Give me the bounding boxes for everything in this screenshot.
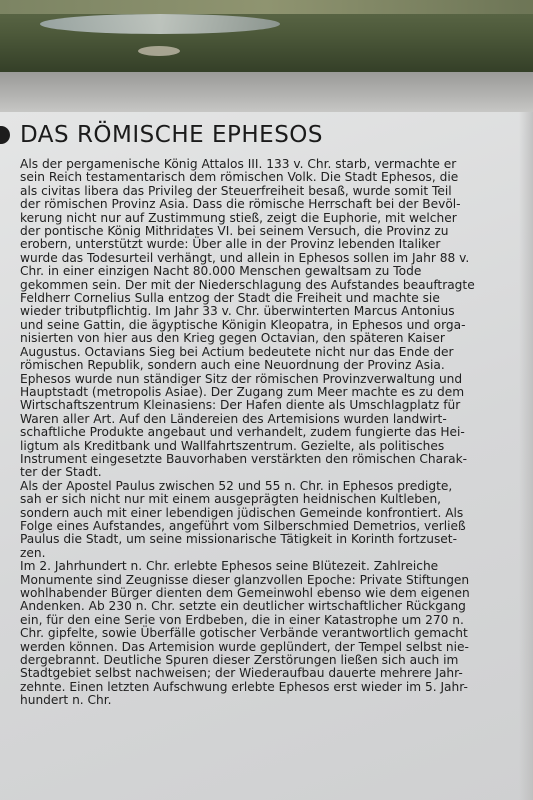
text-line: Im 2. Jahrhundert n. Chr. erlebte Ephesos seine Blütezeit. Zahlreiche: [20, 559, 439, 574]
text-line: Wirtschaftszentrum Kleinasiens: Der Hafen diente als Umschlagplatz für: [20, 398, 461, 413]
text-line: gekommen sein. Der mit der Niederschlagung des Aufstandes beauftragte: [20, 277, 475, 292]
text-line: Augustus. Octavians Sieg bei Actium bedeutete nicht nur das Ende der: [20, 344, 454, 359]
text-line: Ephesos wurde nun ständiger Sitz der römischen Provinzverwaltung und: [20, 371, 463, 386]
text-line: nisierten von hier aus den Krieg gegen Octavian, den späteren Kaiser: [20, 331, 445, 346]
text-line: sah er sich nicht nur mit einem ausgeprägten heidnischen Kultleben,: [20, 492, 442, 507]
text-line: wohlhabender Bürger dienten dem Gemeinwohl ebenso wie dem eigenen: [20, 586, 470, 600]
text-line: werden können. Das Artemision wurde geplündert, der Tempel selbst nie-: [20, 639, 469, 654]
text-line: Feldherr Cornelius Sulla entzog der Stadt die Freiheit und machte sie: [20, 291, 440, 306]
text-line: ligtum als Kreditbank und Wallfahrtszentrum. Gezielte, als politisches: [20, 438, 445, 453]
text-line: der römischen Provinz Asia. Dass die römische Herrschaft bei der Bevöl-: [20, 197, 461, 212]
text-line: Stadtgebiet selbst nachweisen; der Wiederaufbau dauerte mehrere Jahr-: [20, 666, 463, 681]
hillside: [0, 0, 533, 14]
text-line: Andenken. Ab 230 n. Chr. setzte ein deutlicher wirtschaftlicher Rückgang: [20, 599, 466, 614]
sign-frame: [0, 72, 533, 114]
text-line: Hauptstadt (metropolis Asiae). Der Zugang zum Meer machte es zu dem: [20, 384, 465, 399]
text-line: Als der pergamenische König Attalos III. 133 v. Chr. starb, vermachte er: [20, 157, 457, 171]
text-line: Als der Apostel Paulus zwischen 52 und 55 n. Chr. in Ephesos predigte,: [20, 478, 453, 493]
text-line: sondern auch mit einer lebendigen jüdischen Gemeinde konfrontiert. Als: [20, 505, 464, 520]
text-line: ter der Stadt.: [20, 465, 102, 480]
ruins: [138, 46, 180, 56]
text-line: der pontische König Mithridates VI. bei seinem Versuch, die Provinz zu: [20, 224, 449, 239]
text-line: als civitas libera das Privileg der Steuerfreiheit besaß, wurde somit Teil: [20, 183, 452, 198]
text-line: erobern, unterstützt wurde: Über alle in der Provinz lebenden Italiker: [20, 237, 441, 252]
text-line: kerung nicht nur auf Zustimmung stieß, zeigt die Euphorie, mit welcher: [20, 210, 457, 225]
landscape-photo: [0, 0, 533, 80]
text-line: zehnte. Einen letzten Aufschwung erlebte Ephesos erst wieder im 5. Jahr-: [20, 679, 468, 694]
text-line: schaftliche Produkte angebaut und verhandelt, zudem fungierte das Hei-: [20, 425, 465, 440]
text-line: Paulus die Stadt, um seine missionarische Tätigkeit in Korinth fortzuset-: [20, 532, 457, 547]
text-line: dergebrannt. Deutliche Spuren dieser Zerstörungen ließen sich auch im: [20, 653, 459, 668]
text-line: Chr. gipfelte, sowie Überfälle gotischer Verbände verantwortlich gemacht: [20, 626, 468, 641]
text-line: Monumente sind Zeugnisse dieser glanzvollen Epoche: Private Stiftungen: [20, 572, 470, 587]
board-title: DAS RÖMISCHE EPHESOS: [20, 122, 323, 148]
text-line: Folge eines Aufstandes, angeführt vom Silberschmied Demetrios, verließ: [20, 518, 466, 533]
text-line: ein, für den eine Serie von Erdbeben, die in einer Katastrophe um 270 n.: [20, 612, 464, 627]
text-line: hundert n. Chr.: [20, 693, 112, 708]
text-line: wieder tributpflichtig. Im Jahr 33 v. Chr. überwinterten Marcus Antonius: [20, 304, 455, 319]
text-line: römischen Republik, sondern auch eine Neuordnung der Provinz Asia.: [20, 358, 445, 373]
text-line: sein Reich testamentarisch dem römischen Volk. Die Stadt Ephesos, die: [20, 170, 459, 185]
text-line: Waren aller Art. Auf den Ländereien des Artemisions wurden landwirt-: [20, 411, 447, 426]
lake: [40, 14, 280, 34]
text-line: Chr. in einer einzigen Nacht 80.000 Menschen gewaltsam zu Tode: [20, 264, 422, 279]
board-text: [20, 158, 526, 708]
text-line: wurde das Todesurteil verhängt, und allein in Ephesos sollen im Jahr 88 v.: [20, 250, 470, 265]
text-line: zen.: [20, 545, 46, 560]
text-line: Instrument eingesetzte Bauvorhaben verstärkten den römischen Charak-: [20, 451, 468, 466]
text-line: und seine Gattin, die ägyptische Königin Kleopatra, in Ephesos und orga-: [20, 317, 466, 332]
